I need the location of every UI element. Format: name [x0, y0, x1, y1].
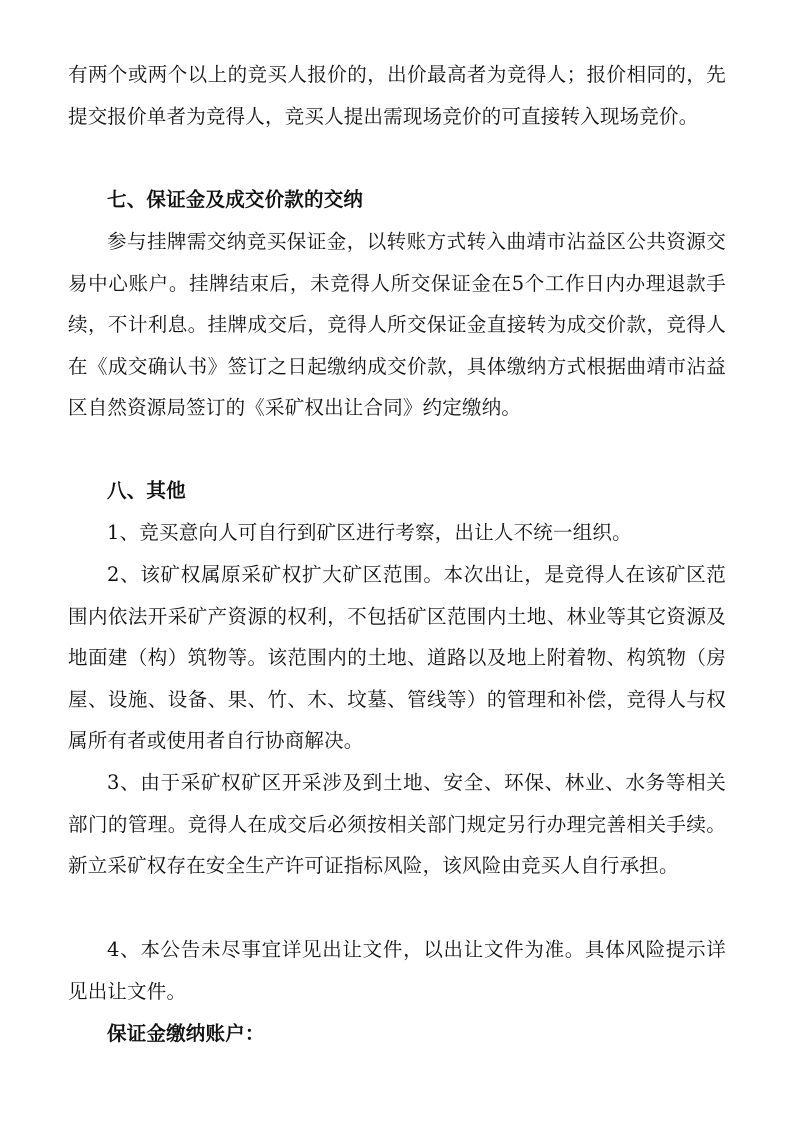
section-8-item-3: 3、由于采矿权矿区开采涉及到土地、安全、环保、林业、水务等相关部门的管理。竞得人在成交后必须按相关部门规定另行办理完善相关手续。新立采矿权存在安全生产许可证指标风险，该风险由竞买人自行承担。 — [68, 771, 726, 878]
section-7-heading: 七、保证金及成交价款的交纳 — [107, 188, 364, 211]
section-8-item-4: 4、本公告未尽事宜详见出让文件，以出让文件为准。具体风险提示详见出让文件。 — [68, 938, 726, 1003]
section-7-paragraph: 参与挂牌需交纳竞买保证金，以转账方式转入曲靖市沾益区公共资源交易中心账户。挂牌结束后，未竞得人所交保证金在5个工作日内办理退款手续，不计利息。挂牌成交后，竞得人所交保证金直接转为成交价款，竞得人在《成交确认书》签订之日起缴纳成交价款，具体缴纳方式根据曲靖市沾益区自然资源局签订的《采矿权出让合同》约定缴纳。 — [68, 230, 726, 420]
continuation-paragraph: 有两个或两个以上的竞买人报价的，出价最高者为竞得人；报价相同的，先提交报价单者为竞得人，竞买人提出需现场竞价的可直接转入现场竞价。 — [68, 63, 726, 128]
section-8-item-1: 1、竞买意向人可自行到矿区进行考察，出让人不统一组织。 — [107, 521, 632, 544]
section-8-item-2: 2、该矿权属原采矿权扩大矿区范围。本次出让，是竞得人在该矿区范围内依法开采矿产资源的权利，不包括矿区范围内土地、林业等其它资源及地面建（构）筑物等。该范围内的土地、道路以及地上附着物、构筑物（房屋、设施、设备、果、竹、木、坟墓、管线等）的管理和补偿，竞得人与权属所有者或使用者自行协商解决。 — [68, 563, 726, 753]
section-8-heading: 八、其他 — [107, 479, 186, 502]
deposit-account-heading: 保证金缴纳账户： — [107, 1022, 265, 1045]
